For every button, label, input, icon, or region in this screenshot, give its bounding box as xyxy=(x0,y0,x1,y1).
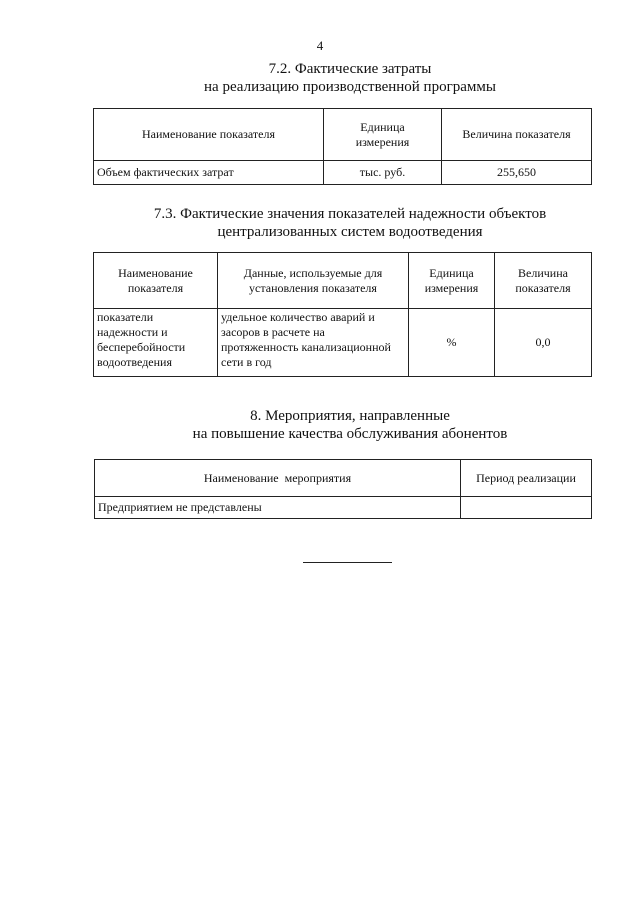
header-value: Величина показателя xyxy=(442,109,592,161)
cell-unit: % xyxy=(409,309,495,377)
page-number: 4 xyxy=(316,38,324,53)
cell-value: 255,650 xyxy=(442,161,592,185)
header-unit: Единица измерения xyxy=(324,109,442,161)
header-value: Величина показателя xyxy=(495,253,592,309)
cell-measure-name: Предприятием не представлены xyxy=(95,497,461,519)
section-7-3-title-line2: централизованных систем водоотведения xyxy=(217,224,483,240)
header-source-data: Данные, используемые для установления показателя xyxy=(218,253,409,309)
table-header-row xyxy=(94,109,592,161)
table-row xyxy=(95,497,592,519)
cell-period xyxy=(461,497,592,519)
table-header-row xyxy=(94,253,592,309)
header-measure-name: Наименование мероприятия xyxy=(95,460,461,497)
table-8 xyxy=(94,459,592,519)
table-7-3 xyxy=(93,252,592,377)
header-indicator-name: Наименование показателя xyxy=(94,253,218,309)
section-8-title-line1: 8. Мероприятия, направленные xyxy=(250,408,450,424)
section-7-2-title-line1: 7.2. Фактические затраты xyxy=(268,61,432,77)
header-indicator-name: Наименование показателя xyxy=(94,109,324,161)
section-7-3-title-line1: 7.3. Фактические значения показателей надежности объектов xyxy=(153,206,547,222)
cell-indicator-name: Объем фактических затрат xyxy=(94,161,324,185)
table-header-row xyxy=(95,460,592,497)
cell-value: 0,0 xyxy=(495,309,592,377)
cell-indicator-name: показатели надежности и бесперебойности водоотведения xyxy=(94,309,218,377)
section-8-title-line2: на повышение качества обслуживания абонентов xyxy=(192,426,508,442)
header-unit: Единица измерения xyxy=(409,253,495,309)
section-8-title xyxy=(60,407,640,443)
cell-source-data: удельное количество аварий и засоров в расчете на протяженность канализационной сети в год xyxy=(218,309,409,377)
section-7-2-title-line2: на реализацию производственной программы xyxy=(204,79,496,95)
table-row xyxy=(94,161,592,185)
table-row xyxy=(94,309,592,377)
cell-unit: тыс. руб. xyxy=(324,161,442,185)
header-period: Период реализации xyxy=(461,460,592,497)
table-7-2 xyxy=(93,108,592,185)
separator-line xyxy=(303,562,392,563)
section-7-2-title xyxy=(60,60,640,96)
section-7-3-title xyxy=(60,205,640,241)
